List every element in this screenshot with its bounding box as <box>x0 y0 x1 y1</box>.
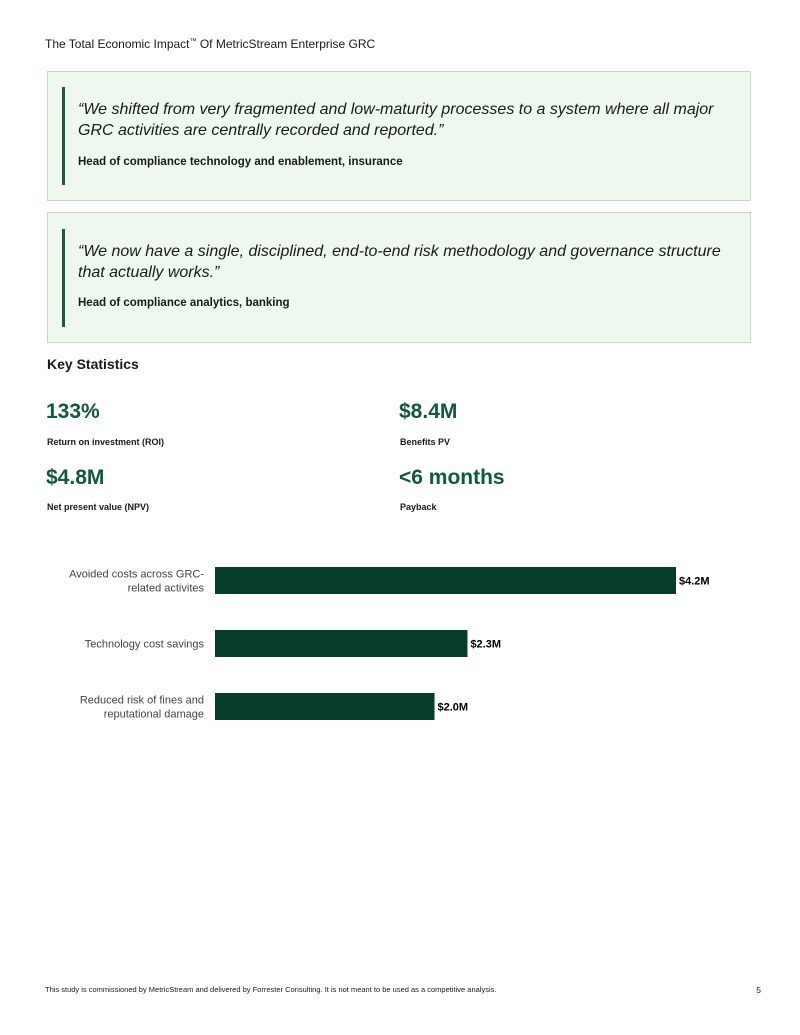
quote-box-1 <box>47 71 751 201</box>
quote-box-2 <box>47 212 751 343</box>
key-statistics-title: Key Statistics <box>47 356 139 372</box>
stat-payback-label: Payback <box>400 502 437 512</box>
stat-npv-label: Net present value (NPV) <box>47 502 150 512</box>
category-label-0 <box>69 569 204 595</box>
page-header <box>45 37 375 51</box>
page-number: 5 <box>756 985 761 995</box>
category-label-line: reputational damage <box>103 708 204 721</box>
stat-benefits-label: Benefits PV <box>400 437 451 447</box>
bar-value-label-2: $2.0M <box>437 701 469 714</box>
header-title-part2: Of MetricStream Enterprise GRC <box>196 37 376 51</box>
quote-text: “We shifted from very fragmented and low-maturity processes to a system where all major GRC activities are centrally recorded and reported.” <box>78 101 714 139</box>
category-label-line: Avoided costs across GRC- <box>69 568 204 581</box>
category-label-1 <box>85 639 205 651</box>
stat-payback-value: <6 months <box>399 466 505 489</box>
bar-2 <box>215 693 435 720</box>
quote-accent-bar <box>62 87 65 185</box>
bar-value-label-1: $2.3M <box>470 638 502 651</box>
bar-1 <box>215 630 467 657</box>
category-label-2 <box>80 695 204 721</box>
quote-text: “We now have a single, disciplined, end-to-end risk methodology and governance structure that actually works.” <box>78 243 721 281</box>
stat-npv-value: $4.8M <box>46 466 105 489</box>
footer-disclaimer: This study is commissioned by MetricStream and delivered by Forrester Consulting. It is not meant to be used as a competitive analysis. <box>45 985 497 994</box>
bar-value-label-0: $4.2M <box>679 575 710 588</box>
header-title-part1: The Total Economic Impact <box>45 37 190 51</box>
category-label-line: Reduced risk of fines and <box>79 694 204 707</box>
quote-accent-bar <box>62 229 65 327</box>
benefits-bar-chart <box>0 550 800 740</box>
bar-0 <box>215 567 676 594</box>
quote-attribution: Head of compliance analytics, banking <box>78 297 290 309</box>
category-label-line: Technology cost savings <box>84 638 204 651</box>
category-label-line: related activites <box>127 582 204 595</box>
stat-benefits-value: $8.4M <box>399 400 458 423</box>
quote-attribution: Head of compliance technology and enablement, insurance <box>78 156 403 168</box>
trademark-symbol: ™ <box>189 38 197 45</box>
stat-roi-label: Return on investment (ROI) <box>47 437 165 447</box>
stat-roi-value: 133% <box>46 400 100 423</box>
